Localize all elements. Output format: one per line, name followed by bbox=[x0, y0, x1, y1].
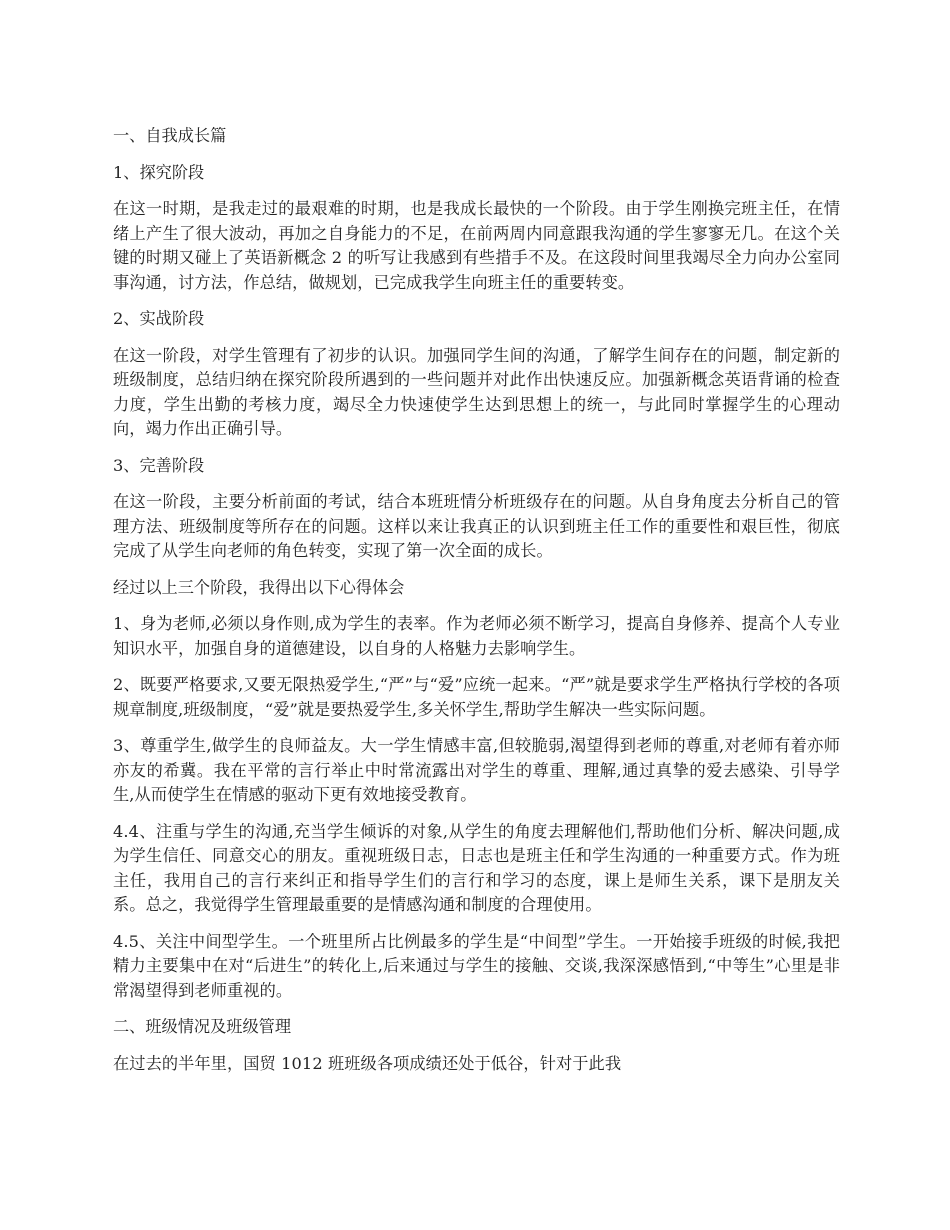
paragraph-exploration: 在这一时期，是我走过的最艰难的时期，也是我成长最快的一个阶段。由于学生刚换完班主任，在情绪上产生了很大波动，再加之自身能力的不足，在前两周内同意跟我沟通的学生寥寥无几。在这个关键的时期又碰上了英语新概念 2 的听写让我感到有些措手不及。在这段时间里我竭尽全力向办公室同事沟通，讨方法，作总结，做规划，已完成我学生向班主任的重要转变。 bbox=[113, 199, 840, 292]
paragraph-practice: 在这一阶段，对学生管理有了初步的认识。加强同学生间的沟通，了解学生间存在的问题，制定新的班级制度，总结归纳在探究阶段所遇到的一些问题并对此作出快速反应。加强新概念英语背诵的检查力度，学生出勤的考核力度，竭尽全力快速使学生达到思想上的统一，与此同时掌握学生的心理动向，竭力作出正确引导。 bbox=[113, 345, 840, 438]
section-heading-class-management: 二、班级情况及班级管理 bbox=[113, 1017, 292, 1036]
paragraph-point-3: 3、尊重学生,做学生的良师益友。大一学生情感丰富,但较脆弱,渴望得到老师的尊重,对老师有着亦师亦友的希冀。我在平常的言行举止中时常流露出对学生的尊重、理解,通过真挚的爱去感染、引导学生,从而使学生在情感的驱动下更有效地接受教育。 bbox=[113, 736, 840, 804]
paragraph-point-4-5: 4.5、关注中间型学生。一个班里所占比例最多的学生是“中间型”学生。一开始接手班级的时候,我把精力主要集中在对“后进生”的转化上,后来通过与学生的接触、交谈,我深深感悟到,“中等生”心里是非常渴望得到老师重视的。 bbox=[113, 931, 840, 1000]
paragraph-point-2: 2、既要严格要求,又要无限热爱学生,“严”与“爱”应统一起来。“严”就是要求学生严格执行学校的各项规章制度,班级制度，“爱”就是要热爱学生,多关怀学生,帮助学生解决一些实际问题。 bbox=[113, 675, 840, 719]
subheading-improvement-stage: 3、完善阶段 bbox=[113, 455, 205, 475]
paragraph-point-1: 1、身为老师,必须以身作则,成为学生的表率。作为老师必须不断学习，提高自身修养、提高个人专业知识水平，加强自身的道德建设，以自身的人格魅力去影响学生。 bbox=[113, 614, 840, 658]
paragraph-improvement: 在这一阶段，主要分析前面的考试，结合本班班情分析班级存在的问题。从自身角度去分析自己的管理方法、班级制度等所存在的问题。这样以来让我真正的认识到班主任工作的重要性和艰巨性，彻底完成了从学生向老师的角色转变，实现了第一次全面的成长。 bbox=[113, 492, 840, 560]
paragraph-point-4-4: 4.4、注重与学生的沟通,充当学生倾诉的对象,从学生的角度去理解他们,帮助他们分析、解决问题,成为学生信任、同意交心的朋友。重视班级日志，日志也是班主任和学生沟通的一种重要方式。作为班主任，我用自己的言行来纠正和指导学生们的言行和学习的态度，课上是师生关系，课下是朋友关系。总之，我觉得学生管理最重要的是情感沟通和制度的合理使用。 bbox=[113, 821, 840, 914]
subheading-experience: 经过以上三个阶段，我得出以下心得体会 bbox=[113, 577, 405, 597]
section-heading-self-growth: 一、自我成长篇 bbox=[113, 126, 227, 145]
document-page bbox=[113, 124, 840, 1076]
subheading-practice-stage: 2、实战阶段 bbox=[113, 309, 205, 328]
paragraph-class-status: 在过去的半年里，国贸 1012 班班级各项成绩还处于低谷，针对于此我 bbox=[113, 1053, 622, 1073]
subheading-exploration-stage: 1、探究阶段 bbox=[113, 162, 205, 182]
